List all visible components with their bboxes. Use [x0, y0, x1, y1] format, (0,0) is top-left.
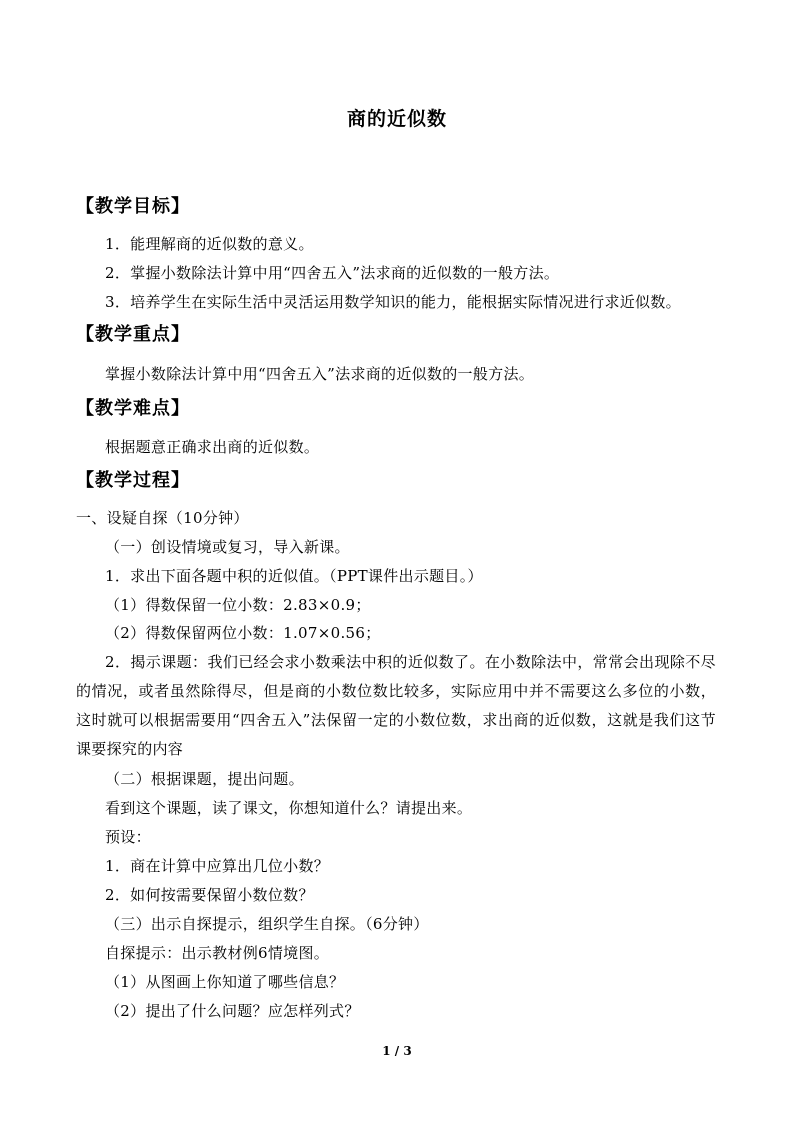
- difficulties-text: 根据题意正确求出商的近似数。: [105, 438, 320, 456]
- page-title: 商的近似数: [346, 108, 447, 130]
- section-heading-difficulties: 【教学难点】: [76, 398, 190, 419]
- process-sub2: （二）根据课题，提出问题。: [105, 770, 304, 788]
- section-heading-objectives: 【教学目标】: [76, 196, 190, 217]
- process-sub3: （三）出示自探提示，组织学生自探。（6分钟）: [105, 915, 429, 933]
- process-hint-1: （1）从图画上你知道了哪些信息？: [105, 973, 345, 991]
- page-number: 1 / 3: [382, 1044, 412, 1058]
- process-hint-2: （2）提出了什么问题？应怎样列式？: [105, 1002, 360, 1020]
- process-part1-title: 一、设疑自探（10分钟）: [76, 509, 249, 527]
- objective-item-1: 1．能理解商的近似数的意义。: [105, 235, 314, 253]
- process-q1a: （1）得数保留一位小数：2.83×0.9；: [105, 596, 371, 614]
- process-preset-2: 2．如何按需要保留小数位数？: [105, 886, 314, 904]
- section-heading-key-points: 【教学重点】: [76, 324, 190, 345]
- section-heading-process: 【教学过程】: [76, 470, 190, 491]
- process-q1: 1．求出下面各题中积的近似值。（PPT课件出示题目。）: [105, 567, 483, 585]
- key-points-text: 掌握小数除法计算中用“四舍五入”法求商的近似数的一般方法。: [105, 365, 535, 383]
- process-sub1: （一）创设情境或复习，导入新课。: [105, 538, 350, 556]
- process-preset-label: 预设：: [105, 828, 151, 846]
- process-q2-paragraph: 2．揭示课题：我们已经会求小数乘法中积的近似数了。在小数除法中，常常会出现除不尽的情况，或者虽然除得尽，但是商的小数位数比较多，实际应用中并不需要这么多位的小数，这时就可以根据需要用“四舍五入”法保留一定的小数位数，求出商的近似数，这就是我们这节课要探究的内容: [76, 653, 716, 758]
- process-sub2-text: 看到这个课题，读了课文，你想知道什么？请提出来。: [105, 799, 473, 817]
- process-preset-1: 1．商在计算中应算出几位小数？: [105, 857, 330, 875]
- objective-item-3: 3．培养学生在实际生活中灵活运用数学知识的能力，能根据实际情况进行求近似数。: [105, 293, 681, 311]
- process-hint: 自探提示：出示教材例6情境图。: [105, 944, 330, 962]
- process-q1b: （2）得数保留两位小数：1.07×0.56；: [105, 624, 381, 642]
- objective-item-2: 2．掌握小数除法计算中用“四舍五入”法求商的近似数的一般方法。: [105, 264, 560, 282]
